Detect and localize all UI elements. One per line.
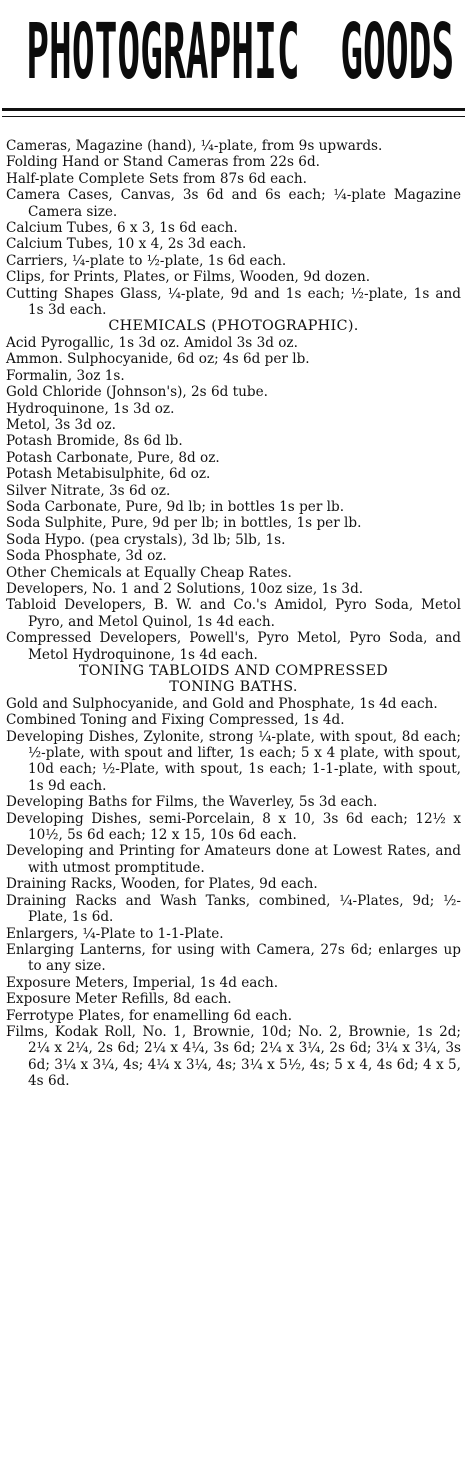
list-item: Soda Hypo. (pea crystals), 3d lb; 5lb, 1s. xyxy=(6,531,286,548)
list-item: Calcium Tubes, 6 x 3, 1s 6d each. xyxy=(6,220,238,237)
list-item: Silver Nitrate, 3s 6d oz. xyxy=(6,482,171,499)
list-item: Soda Sulphite, Pure, 9d per lb; in bottles, 1s per lb. xyxy=(6,515,362,532)
list-item: Camera Cases, Canvas, 3s 6d and 6s each; ¼-plate Magazine Camera size. xyxy=(6,187,461,220)
list-item: Soda Carbonate, Pure, 9d lb; in bottles 1s per lb. xyxy=(6,498,345,515)
list-item: Developers, No. 1 and 2 Solutions, 10oz size, 1s 3d. xyxy=(6,580,364,597)
list-item: Exposure Meter Refills, 8d each. xyxy=(6,991,232,1008)
list-item: Developing Dishes, Zylonite, strong ¼-plate, with spout, 8d each; ½-plate, with spout and lifter, 1s each; 5 x 4 plate, with spout, 10d each; ½-Plate, with spout, 1s each; 1-1-plate, with spout, 1s 9d each. xyxy=(6,728,461,794)
section-heading-toning-baths: TONING BATHS. xyxy=(169,679,298,696)
advert-title xyxy=(0,8,467,96)
list-item: Clips, for Prints, Plates, or Films, Wooden, 9d dozen. xyxy=(6,269,371,286)
title-rule-thick xyxy=(2,108,465,111)
section-heading-chemicals: CHEMICALS (PHOTOGRAPHIC). xyxy=(108,318,359,335)
list-item: Gold and Sulphocyanide, and Gold and Phosphate, 1s 4d each. xyxy=(6,695,438,712)
list-item: Metol, 3s 3d oz. xyxy=(6,416,116,433)
title-word-photographic: PHOTOGRAPHIC xyxy=(26,7,300,97)
list-item: Hydroquinone, 1s 3d oz. xyxy=(6,400,175,417)
list-item: Potash Bromide, 8s 6d lb. xyxy=(6,433,183,450)
list-item: Compressed Developers, Powell's, Pyro Metol, Pyro Soda, and Metol Hydroquinone, 1s 4d each. xyxy=(6,630,461,663)
list-item: Half-plate Complete Sets from 87s 6d each. xyxy=(6,170,307,187)
list-item: Developing Baths for Films, the Waverley, 5s 3d each. xyxy=(6,794,378,811)
title-rule-thin xyxy=(2,116,465,117)
list-item: Ammon. Sulphocyanide, 6d oz; 4s 6d per lb. xyxy=(6,351,310,368)
list-item: Developing Dishes, semi-Porcelain, 8 x 10, 3s 6d each; 12½ x 10½, 5s 6d each; 12 x 15, 10s 6d each. xyxy=(6,810,461,844)
list-item: Enlarging Lanterns, for using with Camera, 27s 6d; enlarges up to any size. xyxy=(6,941,461,975)
list-item: Draining Racks and Wash Tanks, combined, ¼-Plates, 9d; ½-Plate, 1s 6d. xyxy=(6,892,461,926)
list-item: Soda Phosphate, 3d oz. xyxy=(6,548,167,565)
list-item: Potash Carbonate, Pure, 8d oz. xyxy=(6,449,220,466)
list-item: Ferrotype Plates, for enamelling 6d each. xyxy=(6,1007,293,1024)
list-item: Films, Kodak Roll, No. 1, Brownie, 10d; No. 2, Brownie, 1s 2d; 2¼ x 2¼, 2s 6d; 2¼ x 4¼, 3s 6d; 2¼ x 3¼, 2s 6d; 3¼ x 3¼, 3s 6d; 3¼ x 3¼, 4s; 4¼ x 3¼, 4s; 3¼ x 5½, 4s; 5 x 4, 4s 6d; 4 x 5, 4s 6d. xyxy=(6,1023,461,1090)
list-item: Draining Racks, Wooden, for Plates, 9d each. xyxy=(6,876,318,893)
list-item: Carriers, ¼-plate to ½-plate, 1s 6d each. xyxy=(6,252,287,269)
price-list xyxy=(6,138,461,1090)
list-item: Combined Toning and Fixing Compressed, 1s 4d. xyxy=(6,712,345,729)
list-item: Acid Pyrogallic, 1s 3d oz. Amidol 3s 3d oz. xyxy=(6,334,298,351)
list-item: Potash Metabisulphite, 6d oz. xyxy=(6,466,211,483)
list-item: Developing and Printing for Amateurs done at Lowest Rates, and with utmost promptitude. xyxy=(6,843,461,876)
list-item: Exposure Meters, Imperial, 1s 4d each. xyxy=(6,974,279,991)
list-item: Cameras, Magazine (hand), ¼-plate, from 9s upwards. xyxy=(6,138,383,154)
list-item: Tabloid Developers, B. W. and Co.'s Amidol, Pyro Soda, Metol Pyro, and Metol Quinol, 1s 4d each. xyxy=(6,597,461,630)
title-word-goods: GOODS xyxy=(339,7,454,97)
list-item: Enlargers, ¼-Plate to 1-1-Plate. xyxy=(6,925,224,942)
list-item: Calcium Tubes, 10 x 4, 2s 3d each. xyxy=(6,236,247,253)
list-item: Other Chemicals at Equally Cheap Rates. xyxy=(6,564,292,581)
list-item: Formalin, 3oz 1s. xyxy=(6,367,125,384)
list-item: Folding Hand or Stand Cameras from 22s 6d. xyxy=(6,154,320,171)
section-heading-toning: TONING TABLOIDS AND COMPRESSED xyxy=(78,663,389,679)
list-item: Gold Chloride (Johnson's), 2s 6d tube. xyxy=(6,384,268,401)
list-item: Cutting Shapes Glass, ¼-plate, 9d and 1s each; ½-plate, 1s and 1s 3d each. xyxy=(6,285,461,319)
